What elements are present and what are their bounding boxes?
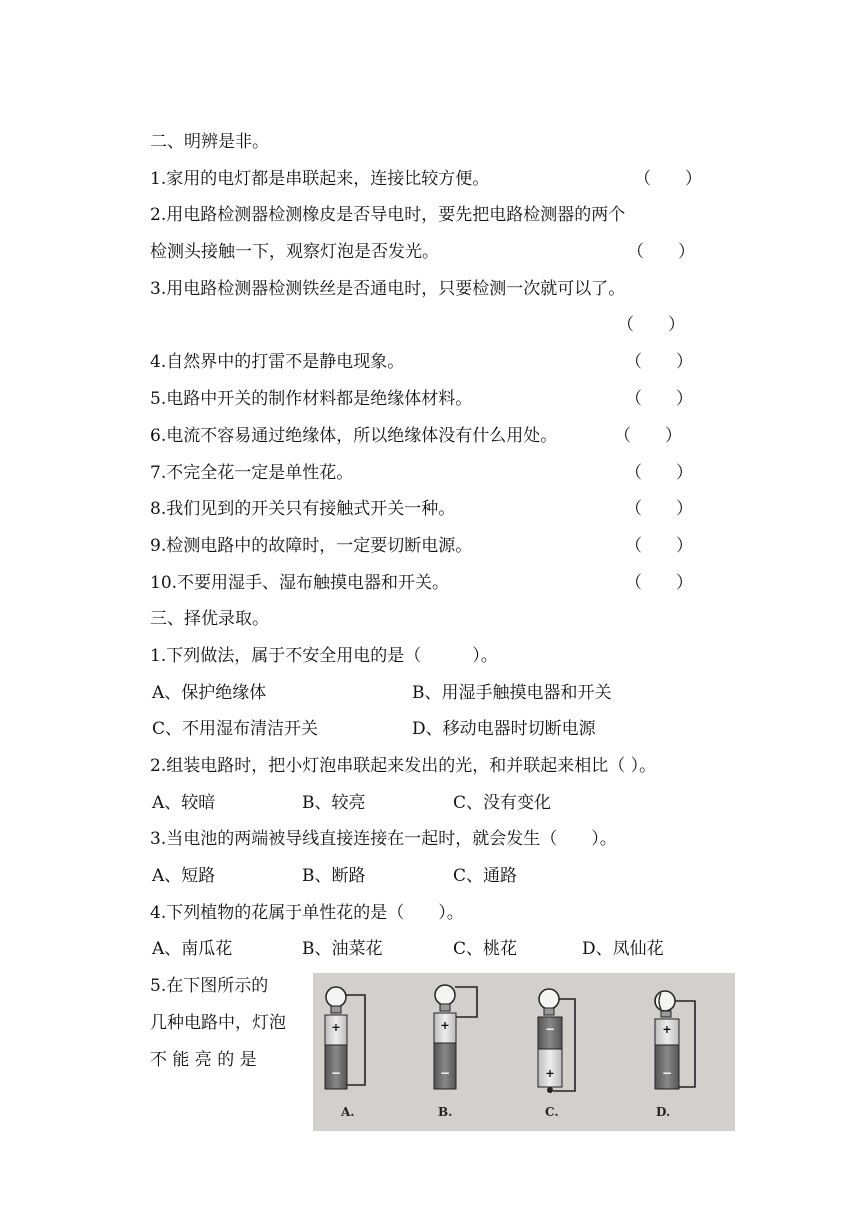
answer-paren-6[interactable]: （ ）	[614, 426, 682, 446]
q2-option-a[interactable]: A、较暗	[152, 793, 216, 813]
judge-item-10: 10.不要用湿手、湿布触摸电器和开关。	[150, 573, 450, 593]
judge-item-3: 3.用电路检测器检测铁丝是否通电时，只要检测一次就可以了。	[150, 279, 626, 299]
q1-option-c[interactable]: C、不用湿布清洁开关	[152, 719, 319, 739]
answer-paren-10[interactable]: （ ）	[625, 573, 693, 593]
bulb-b-icon	[435, 985, 455, 1005]
judge-item-4: 4.自然界中的打雷不是静电现象。	[150, 352, 405, 372]
judge-item-7: 7.不完全花一定是单性花。	[150, 463, 354, 483]
answer-paren-5[interactable]: （ ）	[625, 389, 693, 409]
figure-label-d: D.	[656, 1105, 671, 1119]
answer-paren-1[interactable]: （ ）	[634, 169, 702, 189]
answer-paren-4[interactable]: （ ）	[625, 352, 693, 372]
choice-question-2: 2.组装电路时，把小灯泡串联起来发出的光，和并联起来相比（ ）。	[150, 756, 657, 776]
section2-heading: 二、明辨是非。	[150, 132, 269, 152]
answer-paren-3[interactable]: （ ）	[617, 315, 685, 335]
bulb-d-icon	[655, 991, 675, 1011]
judge-item-2: 2.用电路检测器检测橡皮是否导电时，要先把电路检测器的两个	[150, 205, 626, 225]
bulb-c-icon	[539, 989, 559, 1009]
choice-question-1: 1.下列做法，属于不安全用电的是（ ）。	[150, 646, 498, 666]
choice-question-5-line2: 几种电路中，灯泡	[150, 1013, 286, 1033]
bulb-a-icon	[326, 987, 346, 1007]
figure-label-a: A.	[341, 1105, 355, 1119]
answer-paren-8[interactable]: （ ）	[625, 499, 693, 519]
svg-text:−: −	[439, 1066, 451, 1080]
answer-paren-2[interactable]: （ ）	[627, 242, 695, 262]
q1-option-a[interactable]: A、保护绝缘体	[152, 683, 267, 703]
svg-text:−: −	[330, 1066, 342, 1080]
q1-option-b[interactable]: B、用湿手触摸电器和开关	[412, 683, 612, 703]
answer-paren-9[interactable]: （ ）	[625, 536, 693, 556]
choice-question-5-line3: 不 能 亮 的 是	[150, 1050, 257, 1070]
q2-option-c[interactable]: C、没有变化	[453, 793, 552, 813]
judge-item-9: 9.检测电路中的故障时，一定要切断电源。	[150, 536, 473, 556]
judge-item-2-cont: 检测头接触一下，观察灯泡是否发光。	[150, 242, 439, 262]
circuit-c	[538, 989, 575, 1093]
q4-option-d[interactable]: D、凤仙花	[582, 939, 664, 959]
choice-question-5-line1: 5.在下图所示的	[150, 976, 269, 996]
q3-option-c[interactable]: C、通路	[453, 866, 518, 886]
answer-paren-7[interactable]: （ ）	[625, 463, 693, 483]
judge-item-8: 8.我们见到的开关只有接触式开关一种。	[150, 499, 456, 519]
svg-text:−: −	[544, 1022, 556, 1036]
figure-label-b: B.	[438, 1105, 453, 1119]
svg-text:+: +	[331, 1021, 341, 1034]
circuit-diagram	[313, 973, 735, 1131]
q4-option-a[interactable]: A、南瓜花	[152, 939, 233, 959]
figure-label-c: C.	[545, 1105, 559, 1119]
q1-option-d[interactable]: D、移动电器时切断电源	[412, 719, 596, 739]
svg-text:+: +	[662, 1023, 672, 1036]
judge-item-5: 5.电路中开关的制作材料都是绝缘体材料。	[150, 389, 473, 409]
choice-question-3: 3.当电池的两端被导线直接连接在一起时，就会发生（ ）。	[150, 829, 617, 849]
svg-text:+: +	[440, 1019, 450, 1032]
judge-item-1: 1.家用的电灯都是串联起来，连接比较方便。	[150, 169, 490, 189]
section3-heading: 三、择优录取。	[150, 609, 269, 629]
q3-option-b[interactable]: B、断路	[302, 866, 366, 886]
svg-text:+: +	[545, 1067, 555, 1080]
q2-option-b[interactable]: B、较亮	[302, 793, 366, 813]
q4-option-c[interactable]: C、桃花	[453, 939, 518, 959]
svg-text:−: −	[661, 1066, 673, 1080]
judge-item-6: 6.电流不容易通过绝缘体，所以绝缘体没有什么用处。	[150, 426, 558, 446]
q4-option-b[interactable]: B、油菜花	[302, 939, 383, 959]
q3-option-a[interactable]: A、短路	[152, 866, 216, 886]
choice-question-4: 4.下列植物的花属于单性花的是（ ）。	[150, 903, 464, 923]
circuit-figure	[313, 973, 735, 1131]
